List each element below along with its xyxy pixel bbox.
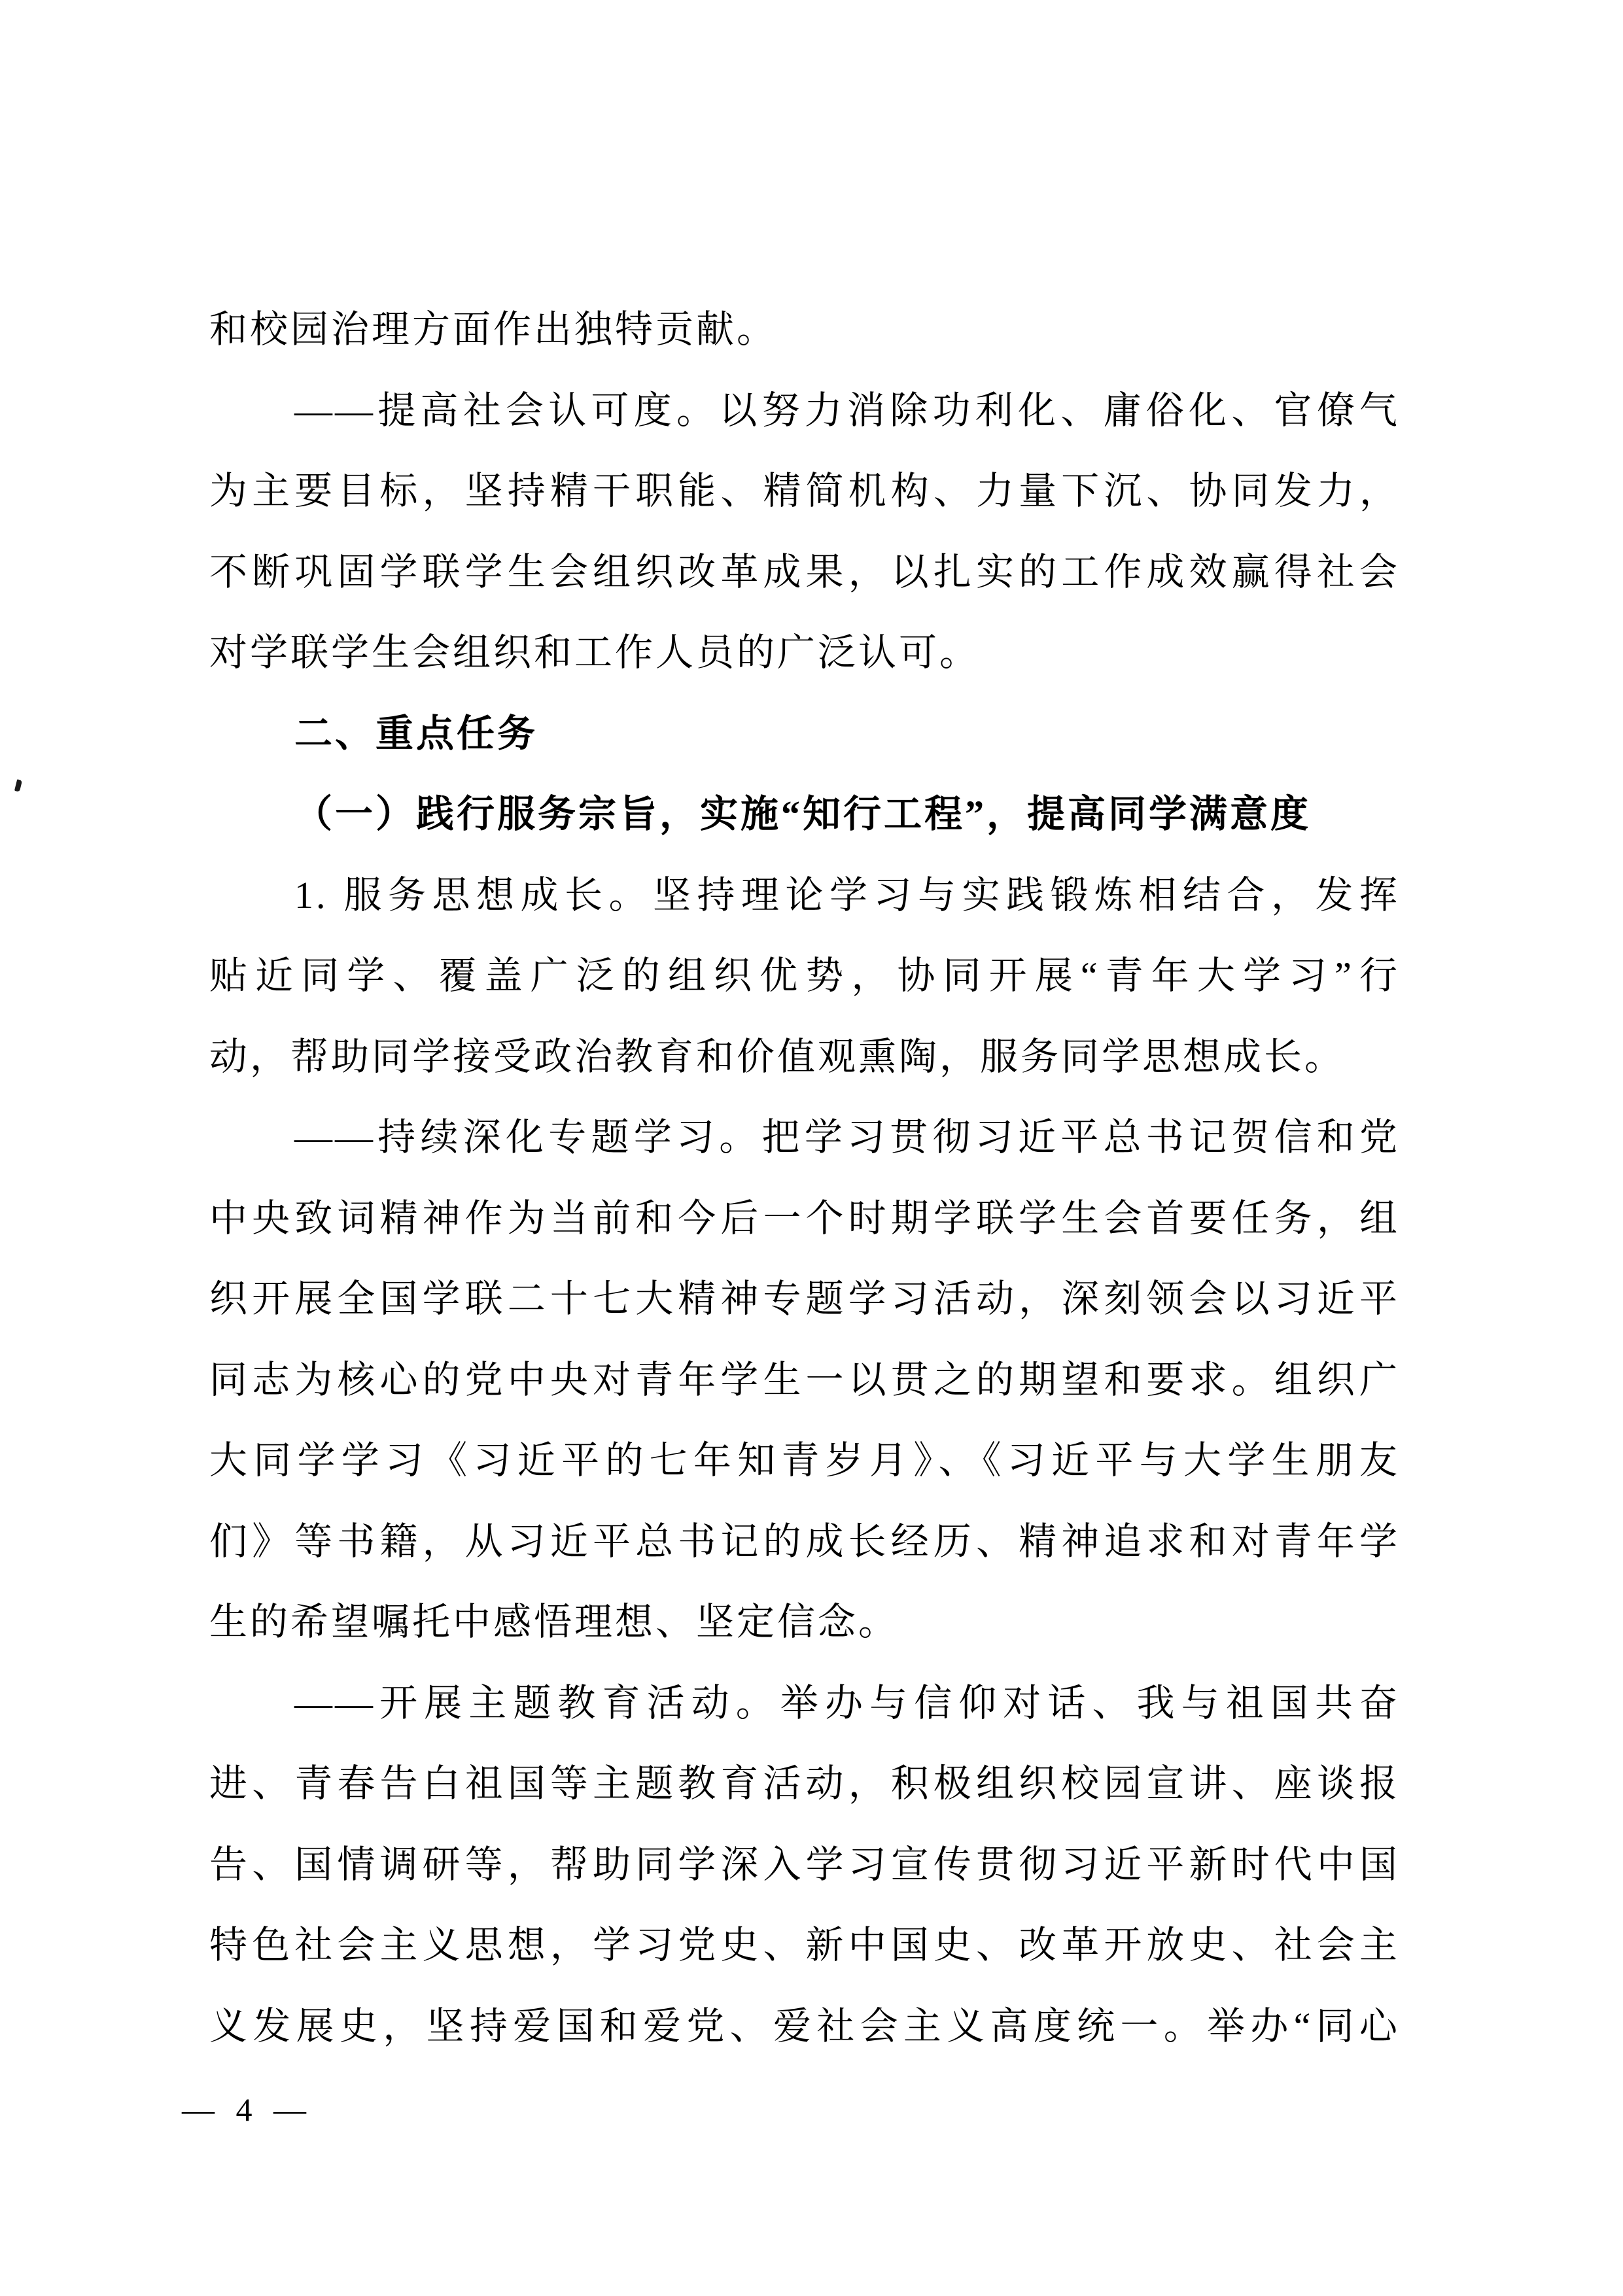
text-line: 动，帮助同学接受政治教育和价值观熏陶，服务同学思想成长。 [209, 1035, 1346, 1078]
text-line: 进、青春告白祖国等主题教育活动，积极组织校园宣讲、座谈报 [209, 1762, 1400, 1805]
text-line: 中央致词精神作为当前和今后一个时期学联学生会首要任务，组 [209, 1196, 1400, 1240]
text-line: ——持续深化专题学习。把学习贯彻习近平总书记贺信和党 [294, 1116, 1400, 1158]
text-line: 们》等书籍，从习近平总书记的成长经历、精神追求和对青年学 [209, 1520, 1400, 1563]
text-line: 同志为核心的党中央对青年学生一以贯之的期望和要求。组织广 [209, 1358, 1400, 1401]
text-line: 织开展全国学联二十七大精神专题学习活动，深刻领会以习近平 [209, 1278, 1400, 1320]
text-line: ——提高社会认可度。以努力消除功利化、庸俗化、官僚气 [294, 389, 1400, 432]
text-line: 义发展史，坚持爱国和爱党、爱社会主义高度统一。举办“同心 [209, 2004, 1400, 2047]
text-line: 生的希望嘱托中感悟理想、坚定信念。 [209, 1601, 899, 1643]
text-line: 告、国情调研等，帮助同学深入学习宣传贯彻习近平新时代中国 [209, 1843, 1400, 1886]
text-line: 贴近同学、覆盖广泛的组织优势，协同开展“青年大学习”行 [209, 954, 1400, 997]
text-line: 不断巩固学联学生会组织改革成果，以扎实的工作成效赢得社会 [209, 550, 1400, 593]
scan-artifact-speck [14, 779, 22, 791]
text-line: 对学联学生会组织和工作人员的广泛认可。 [209, 631, 981, 674]
text-line: 特色社会主义思想，学习党史、新中国史、改革开放史、社会主 [209, 1924, 1400, 1966]
text-line: 为主要目标，坚持精干职能、精简机构、力量下沉、协同发力， [209, 470, 1400, 512]
heading1-line: 二、重点任务 [294, 712, 538, 755]
text-line: 和校园治理方面作出独特贡献。 [209, 308, 778, 351]
text-line: ——开展主题教育活动。举办与信仰对话、我与祖国共奋 [294, 1681, 1400, 1724]
page-number: — 4 — [182, 2091, 313, 2128]
text-line: 大同学学习《习近平的七年知青岁月》、《习近平与大学生朋友 [209, 1439, 1400, 1482]
document-body [209, 289, 1400, 2066]
text-line: 1. 服务思想成长。坚持理论学习与实践锻炼相结合，发挥 [294, 873, 1400, 916]
heading2-line: （一）践行服务宗旨，实施“知行工程”，提高同学满意度 [294, 793, 1312, 835]
